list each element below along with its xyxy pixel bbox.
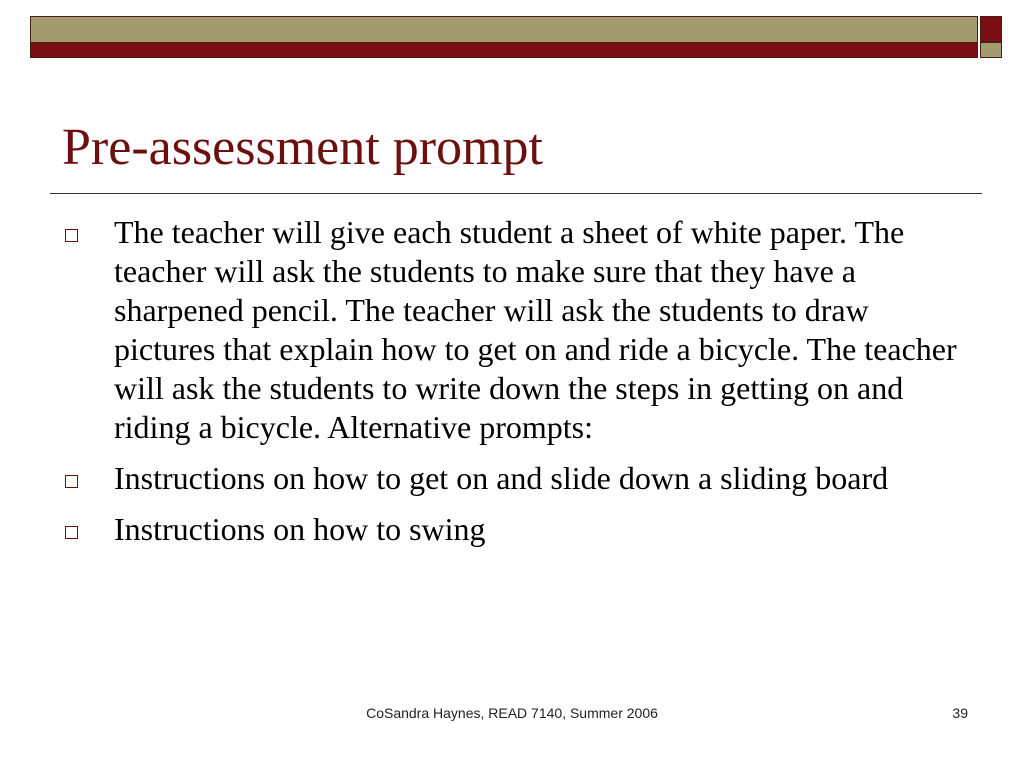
corner-square-maroon xyxy=(980,16,1002,42)
title-divider xyxy=(50,193,982,194)
hollow-square-icon xyxy=(65,229,78,242)
bullet-item xyxy=(62,510,962,549)
hollow-square-icon xyxy=(65,526,78,539)
top-bar-maroon-stripe xyxy=(31,43,977,57)
slide-footer: CoSandra Haynes, READ 7140, Summer 2006 xyxy=(366,705,658,721)
bullet-item xyxy=(62,213,962,447)
bullet-item xyxy=(62,459,962,498)
slide-title: Pre-assessment prompt xyxy=(62,119,543,176)
bullet-text: The teacher will give each student a sheet of white paper. The teacher will ask the students to make sure that they have a sharpened pencil. The teacher will ask the students to draw pictures that explain how to get on and ride a bicycle. The teacher will ask the students to write down the steps in getting on and riding a bicycle. Alternative prompts: xyxy=(114,214,957,445)
top-bar-olive-stripe xyxy=(31,17,977,43)
top-decorative-bar xyxy=(30,16,978,58)
corner-square-olive xyxy=(980,42,1002,58)
page-number: 39 xyxy=(952,705,968,721)
bullet-text: Instructions on how to swing xyxy=(114,511,486,547)
bullet-list xyxy=(62,213,962,561)
bullet-text: Instructions on how to get on and slide down a sliding board xyxy=(114,460,889,496)
hollow-square-icon xyxy=(65,475,78,488)
